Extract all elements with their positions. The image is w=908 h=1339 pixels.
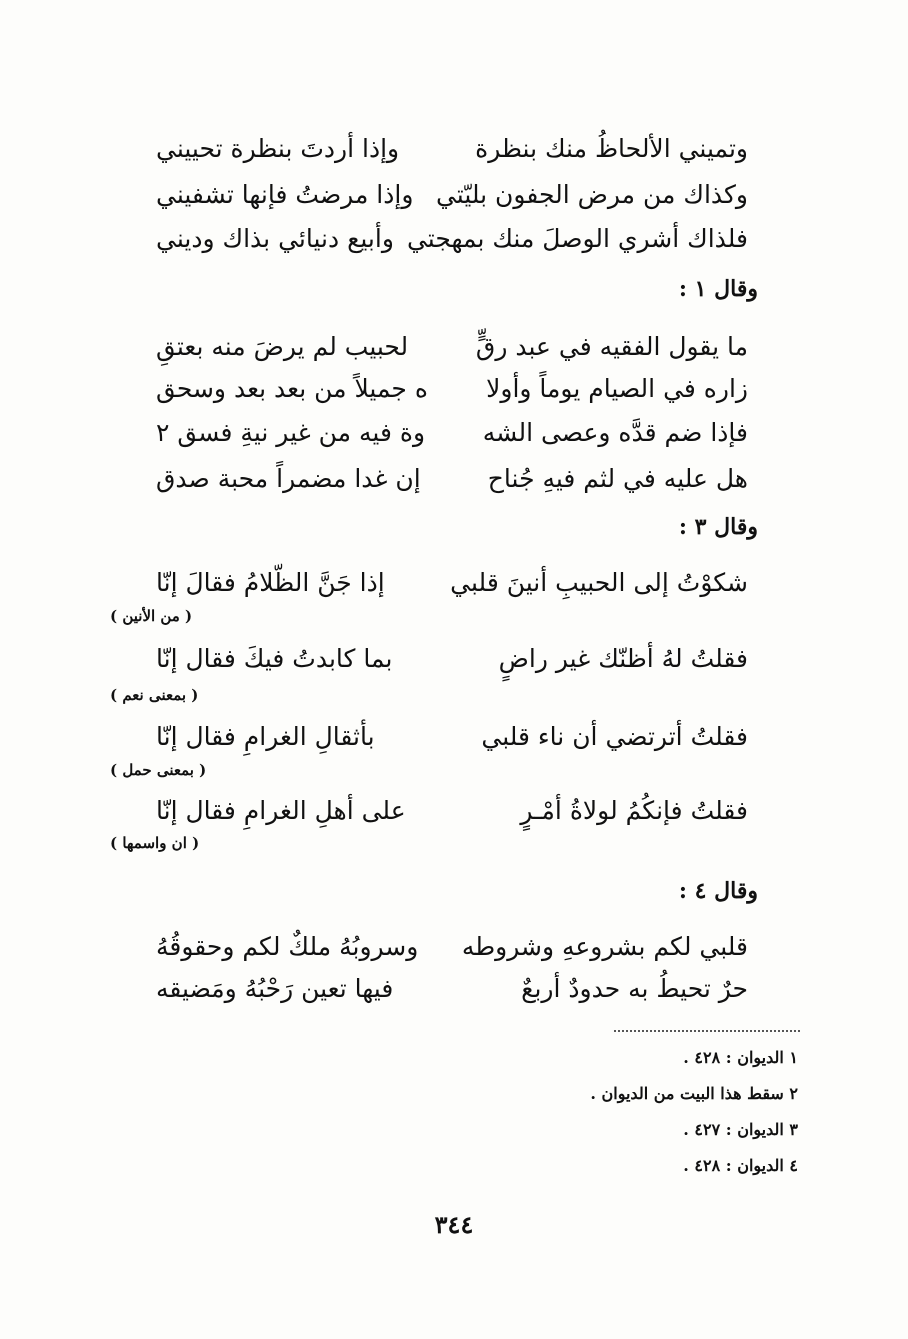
verse-right-hemistich: ما يقول الفقيه في عبد رقٍّ — [475, 331, 748, 361]
verse-gloss: ( ان واسمها ) — [110, 834, 200, 852]
verse-right-hemistich: فقلتُ فإنكُمُ لولاةُ أمْـرٍ — [520, 795, 748, 825]
verse-right-hemistich: فقلتُ لهُ أظنّك غير راضٍ — [498, 643, 748, 673]
verse-right-hemistich: شكوْتُ إلى الحبيبِ أنينَ قلبي — [450, 567, 748, 597]
verse-right-hemistich: وكذاك من مرض الجفون بليّتي — [435, 179, 748, 209]
verse-right-hemistich: زاره في الصيام يوماً وأولا — [486, 373, 748, 403]
verse-left-hemistich: وإذا مرضتُ فإنها تشفيني — [156, 179, 414, 209]
verse-left-hemistich: بما كابدتُ فيكَ فقال إنّا — [156, 643, 393, 673]
verse-right-hemistich: حرٌ تحيطُ به حدودٌ أربعٌ — [521, 973, 748, 1003]
verse-right-hemistich: هل عليه في لثم فيهِ جُناح — [487, 463, 748, 493]
section-heading: وقال ١ : — [678, 276, 758, 302]
section-heading: وقال ٣ : — [678, 514, 758, 540]
footnote: ٢ سقط هذا البيت من الديوان . — [590, 1084, 798, 1103]
footnote: ٤ الديوان : ٤٢٨ . — [683, 1156, 798, 1175]
section-heading: وقال ٤ : — [678, 878, 758, 904]
verse-left-hemistich: ه جميلاً من بعد بعد وسحق — [156, 373, 428, 403]
footnote: ١ الديوان : ٤٢٨ . — [683, 1048, 798, 1067]
verse-left-hemistich: بأثقالِ الغرامِ فقال إنّا — [156, 721, 375, 751]
verse-gloss: ( بمعنى نعم ) — [110, 686, 199, 704]
verse-left-hemistich: إن غدا مضمراً محبة صدق — [156, 463, 421, 493]
verse-gloss: ( من الأنين ) — [110, 607, 193, 625]
footnote-separator — [614, 1030, 800, 1032]
verse-left-hemistich: على أهلِ الغرامِ فقال إنّا — [156, 795, 406, 825]
verse-left-hemistich: فيها تعين رَحْبُهُ ومَضيقه — [156, 973, 394, 1003]
verse-right-hemistich: فلذاك أشري الوصلَ منك بمهجتي — [406, 223, 748, 253]
verse-left-hemistich: لحبيب لم يرضَ منه بعتقِ — [156, 331, 409, 361]
verse-left-hemistich: وأبيع دنيائي بذاك وديني — [156, 223, 394, 253]
footnote: ٣ الديوان : ٤٢٧ . — [683, 1120, 798, 1139]
page-number: ٣٤٤ — [434, 1210, 474, 1239]
verse-left-hemistich: وإذا أردتَ بنظرة تحييني — [156, 133, 400, 163]
verse-left-hemistich: وة فيه من غير نيةِ فسق ٢ — [156, 417, 426, 447]
verse-left-hemistich: وسروبُهُ ملكٌ لكم وحقوقُهُ — [156, 931, 419, 961]
verse-right-hemistich: قلبي لكم بشروعهِ وشروطه — [461, 931, 748, 961]
verse-left-hemistich: إذا جَنَّ الظّلامُ فقالَ إنّا — [156, 567, 385, 597]
verse-gloss: ( بمعنى حمل ) — [110, 761, 207, 779]
verse-right-hemistich: فقلتُ أترتضي أن ناء قلبي — [481, 721, 748, 751]
verse-right-hemistich: وتميني الألحاظُ منك بنظرة — [475, 133, 748, 163]
verse-right-hemistich: فإذا ضم قدَّه وعصى الشه — [482, 417, 748, 447]
